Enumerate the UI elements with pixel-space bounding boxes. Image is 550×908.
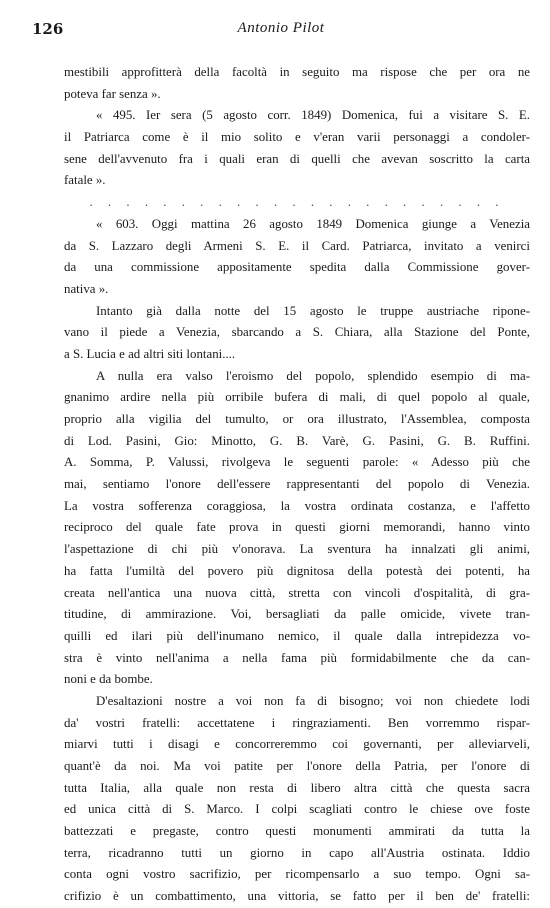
page-number: 126 (32, 20, 64, 38)
text-line: A. Somma, P. Valussi, rivolgeva le seguenti parole: « Adesso più che (64, 455, 530, 470)
text-line: Intanto già dalla notte del 15 agosto le truppe austriache ripone- (96, 303, 530, 318)
running-head: Antonio Pilot (237, 20, 325, 36)
text-line: D'esaltazioni nostre a voi non fa di bisogno; voi non chiedete lodi (96, 693, 530, 708)
text-line: gnanimo ardire nella più orribile bufera di mali, di quel popolo al quale, (64, 390, 530, 405)
page-header (32, 20, 530, 44)
text-line: da S. Lazzaro degli Armeni S. E. il Card. Patriarca, invitato a venirci (64, 238, 530, 253)
text-line: sene dell'avvenuto fra i quali eran di quelli che avevan soscritto la carta (64, 151, 530, 166)
text-line: quilli ed ilari più dell'inumano nemico, il quale dalla intrepidezza vo- (64, 628, 530, 643)
text-line: a S. Lucia e ad altri siti lontani.... (64, 346, 236, 361)
text-line: creata nell'antica una nuova città, stretta con vincoli d'ospitalità, di gra- (64, 585, 530, 600)
text-line: da' vostri fratelli: accettatene i ringraziamenti. Ben vorremmo rispar- (64, 715, 530, 730)
text-line: « 495. Ier sera (5 agosto corr. 1849) Domenica, fui a visitare S. E. (96, 108, 530, 123)
text-line: mestibili approfitterà della facoltà in seguito ma rispose che per ora ne (64, 65, 530, 79)
text-line: La vostra sofferenza coraggiosa, la vostra ordinata costanza, e l'affetto (64, 498, 530, 513)
text-line: ha fatta l'umiltà del povero più dignitosa della potestà dei potenti, ha (64, 563, 530, 578)
text-line: quant'è da noi. Ma voi patite per l'onore della Patria, per l'onore di (64, 759, 530, 773)
text-line: A nulla era valso l'eroismo del popolo, splendido esempio di ma- (96, 368, 530, 383)
text-line: vano il piede a Venezia, sbarcando a S. Chiara, alla Stazione del Ponte, (64, 325, 530, 340)
text-line: nativa ». (64, 281, 109, 296)
text-line: titudine, di ammirazione. Voi, bersagliati da palle omicide, vivete tran- (64, 607, 530, 622)
text-line: « 603. Oggi mattina 26 agosto 1849 Domenica giunge a Venezia (96, 216, 530, 231)
text-line: fatale ». (64, 173, 106, 188)
text-line: miarvi tutti i disagi e concorreremmo coi governanti, per alleviarveli, (64, 737, 530, 752)
text-line: mai, sentiamo l'onore dell'essere rappresentanti del popolo di Venezia. (64, 477, 530, 492)
text-line: battezzati e pregaste, contro questi monumenti ammirati da tutta la (64, 824, 530, 839)
text-line: noni e da bombe. (64, 672, 153, 687)
text-line: stra è vinto nell'anima a nella fama più formidabilmente che da can- (64, 650, 530, 665)
text-line: il Patriarca come è il mio solito e v'eran varii personaggi a condoler- (64, 130, 530, 145)
text-line: ed unica città di S. Marco. I colpi scagliati contro le chiese ove foste (64, 802, 530, 817)
text-line: crifizio è un combattimento, una vittoria, se fatto per il ben de' fratelli: (64, 889, 530, 904)
text-line: da una commissione appositamente spedita dalla Commissione gover- (64, 260, 530, 275)
text-line: di Lod. Pasini, Gio: Minotto, G. B. Varè, G. Pasini, G. B. Ruffini. (64, 433, 530, 448)
body-text (64, 62, 530, 908)
text-line: l'aspettazione di chi più v'onorava. La sventura ha innalzati gli animi, (64, 542, 530, 557)
text-line: . . . . . . . . . . . . . . . . . . . . . . . (89, 195, 505, 210)
text-line: poteva far senza ». (64, 86, 161, 101)
text-line: tutta Italia, alla quale non resta di libero altra città che questa sacra (64, 780, 530, 795)
text-line: terra, ricadranno tutti un giorno in capo all'Austria ostinata. Iddio (64, 845, 530, 860)
text-line: proprio alla vigilia del tumulto, or ora illustrato, l'Assemblea, composta (64, 412, 530, 426)
text-line: reciproco del quale fate prova in questi giorni memorandi, hanno vinto (64, 520, 530, 535)
text-line: conta ogni vostro sacrifizio, per ricompensarlo a suo tempo. Ogni sa- (64, 867, 530, 882)
